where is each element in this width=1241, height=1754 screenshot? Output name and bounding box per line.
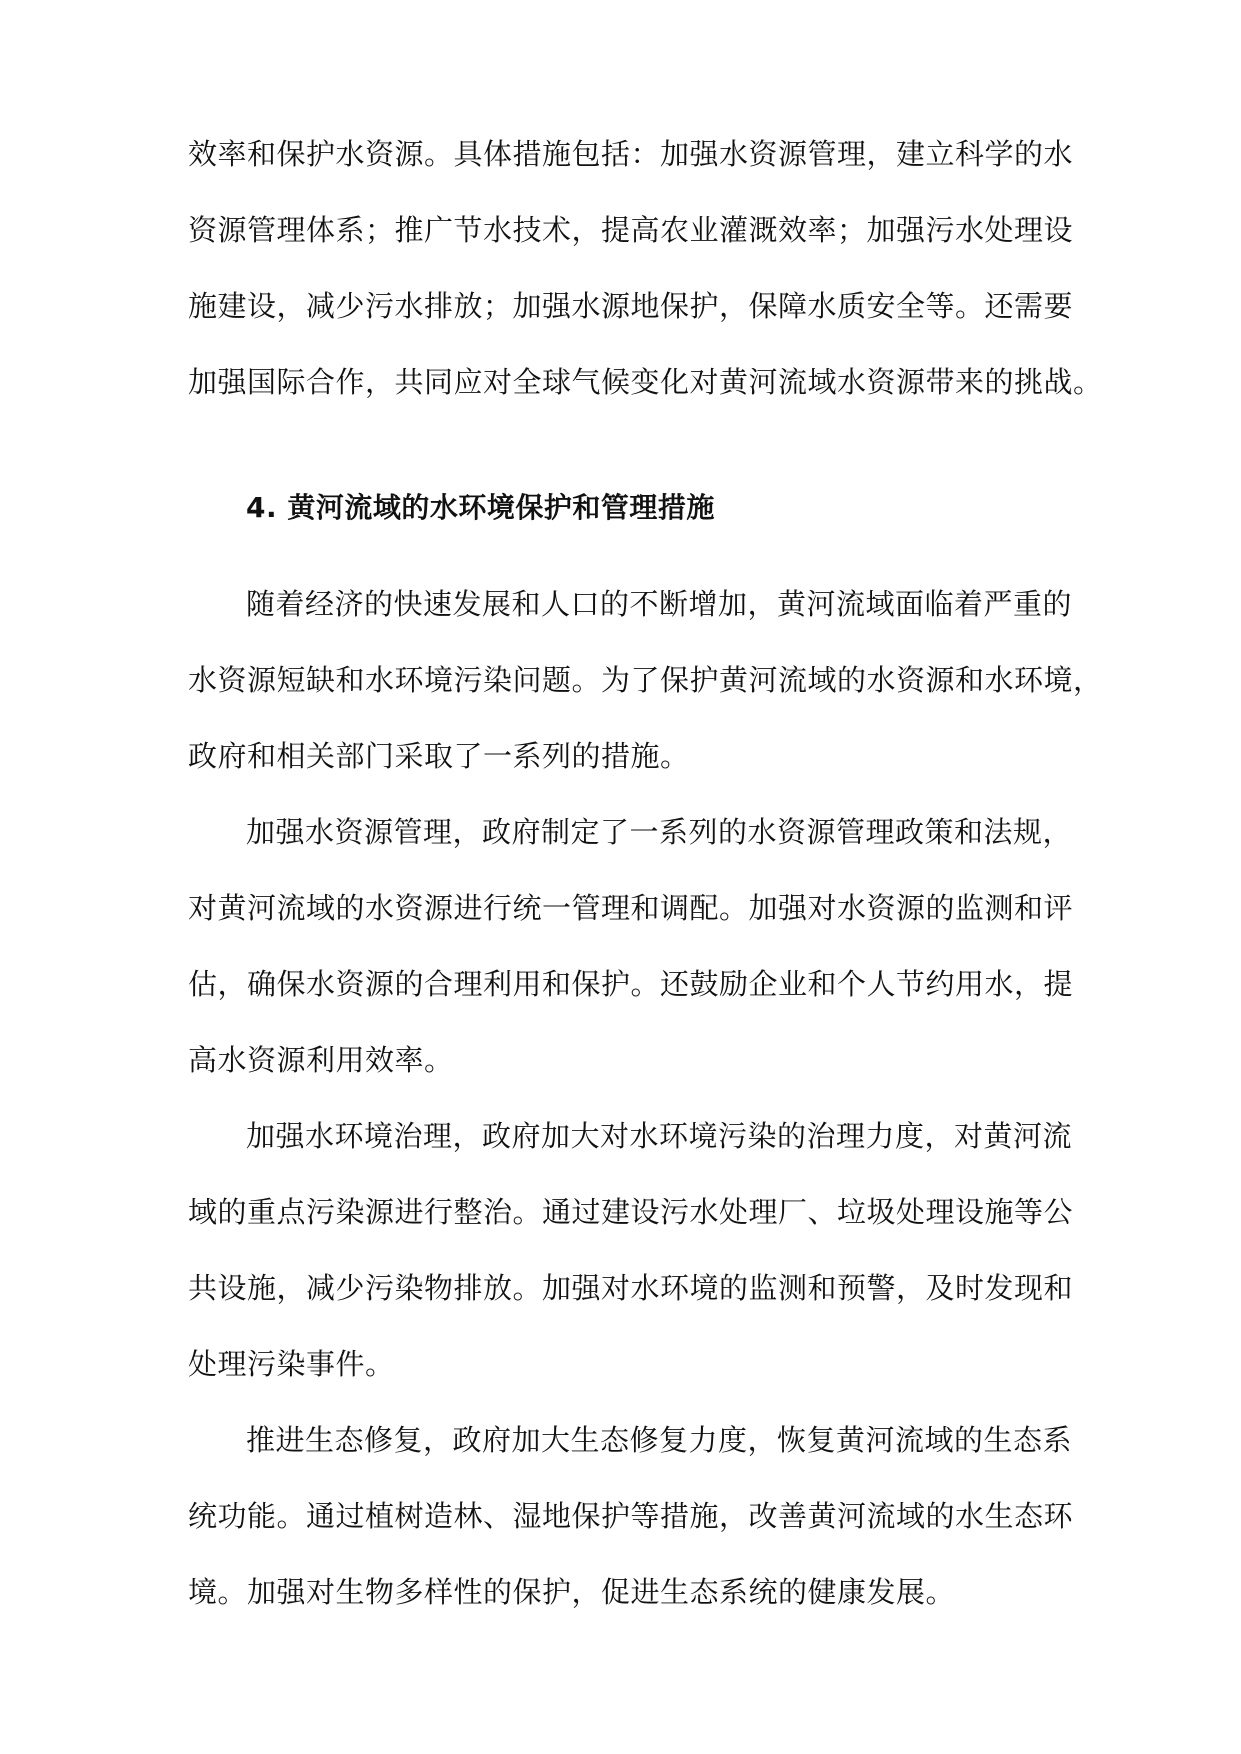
text-line: 加强国际合作，共同应对全球气候变化对黄河流域水资源带来的挑战。 [188,365,1103,399]
text-line: 对黄河流域的水资源进行统一管理和调配。加强对水资源的监测和评 [188,891,1074,925]
text-line: 统功能。通过植树造林、湿地保护等措施，改善黄河流域的水生态环 [188,1499,1074,1533]
paragraph-2 [188,794,1074,1098]
text-line: 推进生态修复，政府加大生态修复力度，恢复黄河流域的生态系 [246,1423,1073,1457]
text-line: 域的重点污染源进行整治。通过建设污水处理厂、垃圾处理设施等公 [188,1195,1074,1229]
text-line: 加强水资源管理，政府制定了一系列的水资源管理政策和法规， [246,815,1073,849]
text-line: 高水资源利用效率。 [188,1043,454,1077]
text-line: 加强水环境治理，政府加大对水环境污染的治理力度，对黄河流 [246,1119,1073,1153]
text-line: 资源管理体系；推广节水技术，提高农业灌溉效率；加强污水处理设 [188,213,1074,247]
text-line: 政府和相关部门采取了一系列的措施。 [188,739,690,773]
text-line: 随着经济的快速发展和人口的不断增加，黄河流域面临着严重的 [246,587,1073,621]
text-line: 处理污染事件。 [188,1347,395,1381]
text-line: 效率和保护水资源。具体措施包括：加强水资源管理，建立科学的水 [188,137,1074,171]
text-line: 施建设，减少污水排放；加强水源地保护，保障水质安全等。还需要 [188,289,1074,323]
paragraph-1 [188,566,1103,794]
section-heading: 4. 黄河流域的水环境保护和管理措施 [246,491,715,524]
paragraph-top [188,116,1103,420]
text-line: 共设施，减少污染物排放。加强对水环境的监测和预警，及时发现和 [188,1271,1074,1305]
text-line: 水资源短缺和水环境污染问题。为了保护黄河流域的水资源和水环境， [188,663,1103,697]
paragraph-4 [188,1402,1074,1630]
text-line: 估，确保水资源的合理利用和保护。还鼓励企业和个人节约用水，提 [188,967,1074,1001]
paragraph-3 [188,1098,1074,1402]
text-line: 境。加强对生物多样性的保护，促进生态系统的健康发展。 [188,1575,956,1609]
